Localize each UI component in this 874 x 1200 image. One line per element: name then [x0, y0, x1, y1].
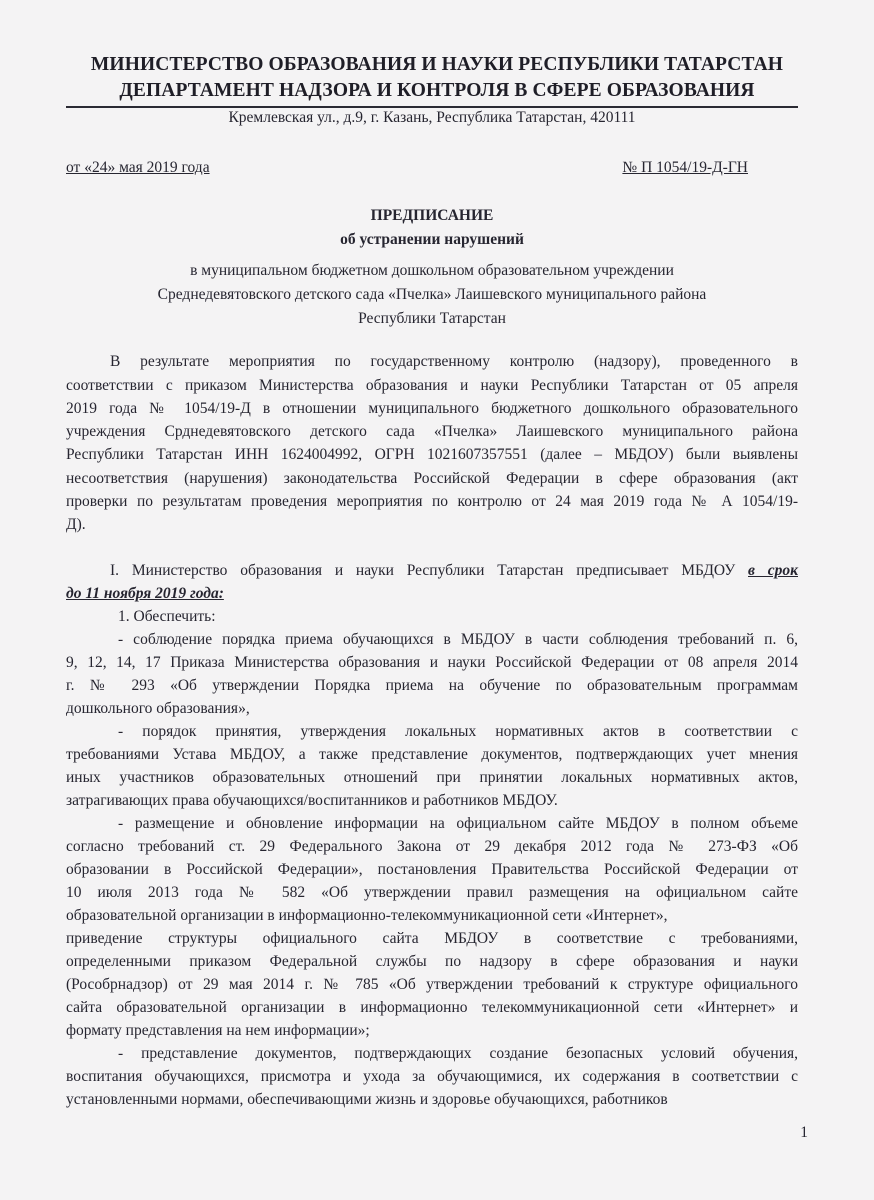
department-header: ДЕПАРТАМЕНТ НАДЗОРА И КОНТРОЛЯ В СФЕРЕ ОБРАЗОВАНИЯ	[119, 80, 755, 101]
page-number: 1	[800, 1124, 808, 1141]
bullet-line: г. № 293 «Об утверждении Порядка приема на обучение по образовательным программам	[66, 677, 798, 694]
section-1-line	[110, 561, 798, 581]
bullet-line: 10 июля 2013 года № 582 «Об утверждении правил размещения на официальном сайте	[66, 884, 798, 901]
intro-line: Д).	[66, 516, 86, 533]
intro-line: Республики Татарстан ИНН 1624004992, ОГРН 1021607357551 (далее – МБДОУ) были выявлены	[66, 446, 798, 463]
bullet-line: сайта образовательной организации в информационно телекоммуникационной сети «Интернет» и	[66, 999, 798, 1016]
document-number: № П 1054/19-Д-ГН	[622, 159, 748, 176]
bullet-line: 9, 12, 14, 17 Приказа Министерства образования и науки Российской Федерации от 08 апреля 2014	[66, 654, 798, 671]
section-1-text: I. Министерство образования и науки Республики Татарстан предписывает МБДОУ	[110, 562, 736, 579]
bullet-line: установленными нормами, обеспечивающими жизнь и здоровье обучающихся, работников	[66, 1091, 668, 1108]
bullet-line: - порядок принятия, утверждения локальных нормативных актов в соответствии с	[118, 723, 798, 740]
bullet-line: иных участников образовательных отношений при принятии локальных нормативных актов,	[66, 769, 798, 786]
bullet-line: дошкольного образования»,	[66, 700, 250, 717]
intro-line: В результате мероприятия по государственному контролю (надзору), проведенного в	[110, 353, 798, 370]
intro-line: несоответствия (нарушения) законодательства Российской Федерации в сфере образования (акт	[66, 470, 798, 487]
bullet-line: формату представления на нем информации»;	[66, 1022, 370, 1039]
intro-line: соответствии с приказом Министерства образования и науки Республики Татарстан от 05 апреля	[66, 377, 798, 394]
bullet-line: согласно требований ст. 29 Федерального Закона от 29 декабря 2012 года № 273-ФЗ «Об	[66, 838, 798, 855]
address: Кремлевская ул., д.9, г. Казань, Республика Татарстан, 420111	[228, 109, 636, 126]
bullet-line: требованиями Устава МБДОУ, а также представление документов, подтверждающих учет мнения	[66, 746, 798, 763]
institution-line: Республики Татарстан	[358, 310, 506, 327]
bullet-line: приведение структуры официального сайта МБДОУ в соответствие с требованиями,	[66, 930, 798, 947]
document-title: ПРЕДПИСАНИЕ	[370, 207, 494, 224]
intro-line: учреждения Срднедевятовского детского сада «Пчелка» Лаишевского муниципального района	[66, 423, 798, 440]
ministry-header: МИНИСТЕРСТВО ОБРАЗОВАНИЯ И НАУКИ РЕСПУБЛИКИ ТАТАРСТАН	[90, 54, 784, 75]
deadline-emphasis: до 11 ноября 2019 года:	[66, 585, 224, 602]
item-1: 1. Обеспечить:	[118, 608, 216, 625]
bullet-line: воспитания обучающихся, присмотра и ухода за обучающимися, их содержания в соответствии с	[66, 1068, 798, 1085]
intro-line: проверки по результатам проведения мероприятия по контролю от 24 мая 2019 года № А 1054/19-	[66, 493, 798, 510]
bullet-line: - представление документов, подтверждающих создание безопасных условий обучения,	[118, 1045, 798, 1062]
document-date: от «24» мая 2019 года	[66, 159, 210, 176]
intro-line: 2019 года № 1054/19-Д в отношении муниципального бюджетного дошкольного образовательного	[66, 400, 798, 417]
bullet-line: (Рособрнадзор) от 29 мая 2014 г. № 785 «Об утверждении требований к структуре официального	[66, 976, 798, 993]
bullet-line: - соблюдение порядка приема обучающихся в МБДОУ в части соблюдения требований п. 6,	[118, 631, 798, 648]
bullet-line: определенными приказом Федеральной службы по надзору в сфере образования и науки	[66, 953, 798, 970]
bullet-line: затрагивающих права обучающихся/воспитанников и работников МБДОУ.	[66, 792, 558, 809]
section-1-line	[66, 584, 798, 604]
institution-line: Среднедевятовского детского сада «Пчелка» Лаишевского муниципального района	[157, 286, 707, 303]
bullet-line: образовательной организации в информационно-телекоммуникационной сети «Интернет»,	[66, 907, 668, 924]
bullet-line: - размещение и обновление информации на официальном сайте МБДОУ в полном объеме	[118, 815, 798, 832]
document-subtitle: об устранении нарушений	[340, 231, 524, 248]
deadline-emphasis: в срок	[748, 562, 798, 579]
header-divider	[66, 106, 798, 108]
bullet-line: образовании в Российской Федерации», постановления Правительства Российской Федерации от	[66, 861, 798, 878]
institution-line: в муниципальном бюджетном дошкольном образовательном учреждении	[190, 262, 674, 279]
